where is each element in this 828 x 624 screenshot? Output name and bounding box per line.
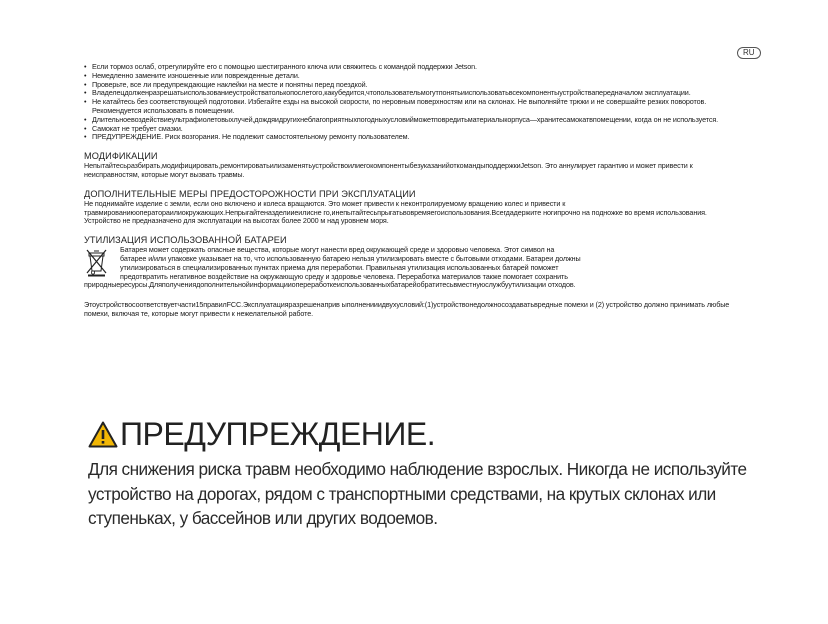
battery-heading: УТИЛИЗАЦИЯ ИСПОЛЬЗОВАННОЙ БАТАРЕИ [84, 235, 287, 246]
battery-text-rest: природныересурсы.Дляполучениядополнительнойинформацииопереработкеиспользованныхбатарейобратитесьвместнуюслужбуутилизации отходов. [84, 280, 576, 290]
precautions-section [84, 189, 746, 226]
bullet-text: Длительноевоздействиеультрафиолетовыхлучей,дождяидругихнеблагоприятныхпогодныхусловийможетповредитьматериалыкорпуса—хранитесамокатвпомещении, когда он не используется. [92, 114, 719, 124]
crossed-out-bin-icon [84, 247, 110, 277]
bullet-text: Владелецдолженразрешатьиспользованиеустройстватолькопослетого,какубедится,чтопользовательмогутпонятьииспользоватьвсекомпонентыустройствапередначалом эксплуатации. [92, 88, 691, 98]
bullet-item [84, 98, 746, 116]
battery-section [84, 235, 746, 292]
precautions-text: Не поднимайте изделие с земли, если оно включено и колеса вращаются. Это может привести к неконтролируемому вращению колес и привести к травмированиюоператораилиокружающих.Непрыгайтеназделииеилисне го,инепытайтесьпрыгатьвовремяегоиспользования.Всегдадержите ногипрочно на подножке во время использования. [84, 198, 707, 217]
bullet-text: Не катайтесь без соответствующей подготовки. Избегайте езды на высокой скорости, по неровным поверхностям или на склонах. Не выполняйте трюки и не совершайте резких поворотов. [92, 97, 707, 107]
bullet-item [84, 133, 746, 142]
bullet-item [84, 116, 746, 125]
bullet-text: Если тормоз ослаб, отрегулируйте его с помощью шестигранного ключа или свяжитесь с командой поддержки Jetson. [92, 62, 477, 71]
modifications-heading: МОДИФИКАЦИИ [84, 151, 158, 162]
warning-title: ПРЕДУПРЕЖДЕНИЕ. [120, 416, 436, 452]
safety-bullet-list [84, 63, 746, 142]
modifications-text: Непытайтесьразбирать,модифицировать,ремонтироватьилизаменятьустройствоилиегокомпонентыбезуказанийоткомандыподдержкиJetson. Это аннулирует гарантию и может привести к неисправностям, которые могут вызвать травмы. [84, 161, 693, 179]
modifications-section [84, 151, 746, 180]
warning-text: Для снижения риска травм необходимо наблюдение взрослых. Никогда не используйте устройство на дорогах, рядом с транспортными средствами, на крутых склонах или ступеньках, у бассейнов или других водоемов. [88, 459, 747, 528]
precautions-heading: ДОПОЛНИТЕЛЬНЫЕ МЕРЫ ПРЕДОСТОРОЖНОСТИ ПРИ ЭКСПЛУАТАЦИИ [84, 188, 416, 199]
bullet-text: Самокат не требует смазки. [92, 123, 183, 133]
fcc-statement: Этоустройствосоответствуетчасти15правилFCC.Эксплуатацияразрешенаприв ыполненииидвухусловий:(1)устройствонедолжносоздаватьвредные помехи и (2) устройство должно принимать любые помехи, включая те, которые могут привести к нежелательной работе. [84, 300, 730, 318]
battery-text-line: батарее и/или упаковке указывает на то, что использованную батарею нельзя утилизировать вместе с бытовыми отходами. Батареи должны [120, 253, 581, 263]
altitude-text: Устройство не предназначено для эксплуатации на высотах более 2000 м над уровнем моря. [84, 216, 389, 226]
battery-text-line: предотвратить негативное воздействие на окружающую среду и здоровье человека. Переработка материалов также помогает сохранить [120, 271, 568, 281]
warning-block [88, 417, 748, 531]
battery-text-line: Батарея может содержать опасные вещества, которые могут нанести вред окружающей среде и здоровью человека. Этот символ на [120, 245, 555, 255]
battery-text-line: утилизироваться в специализированных пунктах приема для переработки. Правильная утилизация использованных батарей поможет [120, 262, 559, 272]
language-badge: RU [737, 47, 761, 59]
manual-page [84, 63, 746, 319]
bullet-text: Проверьте, все ли предупреждающие наклейки на месте и понятны перед поездкой. [92, 79, 368, 89]
bullet-text: ПРЕДУПРЕЖДЕНИЕ. Риск возгорания. Не подлежит самостоятельному ремонту пользователем. [92, 132, 410, 142]
warning-triangle-icon [88, 421, 118, 448]
bullet-subtext: Рекомендуется использовать в помещении. [92, 105, 235, 115]
bullet-text: Немедленно замените изношенные или поврежденные детали. [92, 70, 300, 80]
